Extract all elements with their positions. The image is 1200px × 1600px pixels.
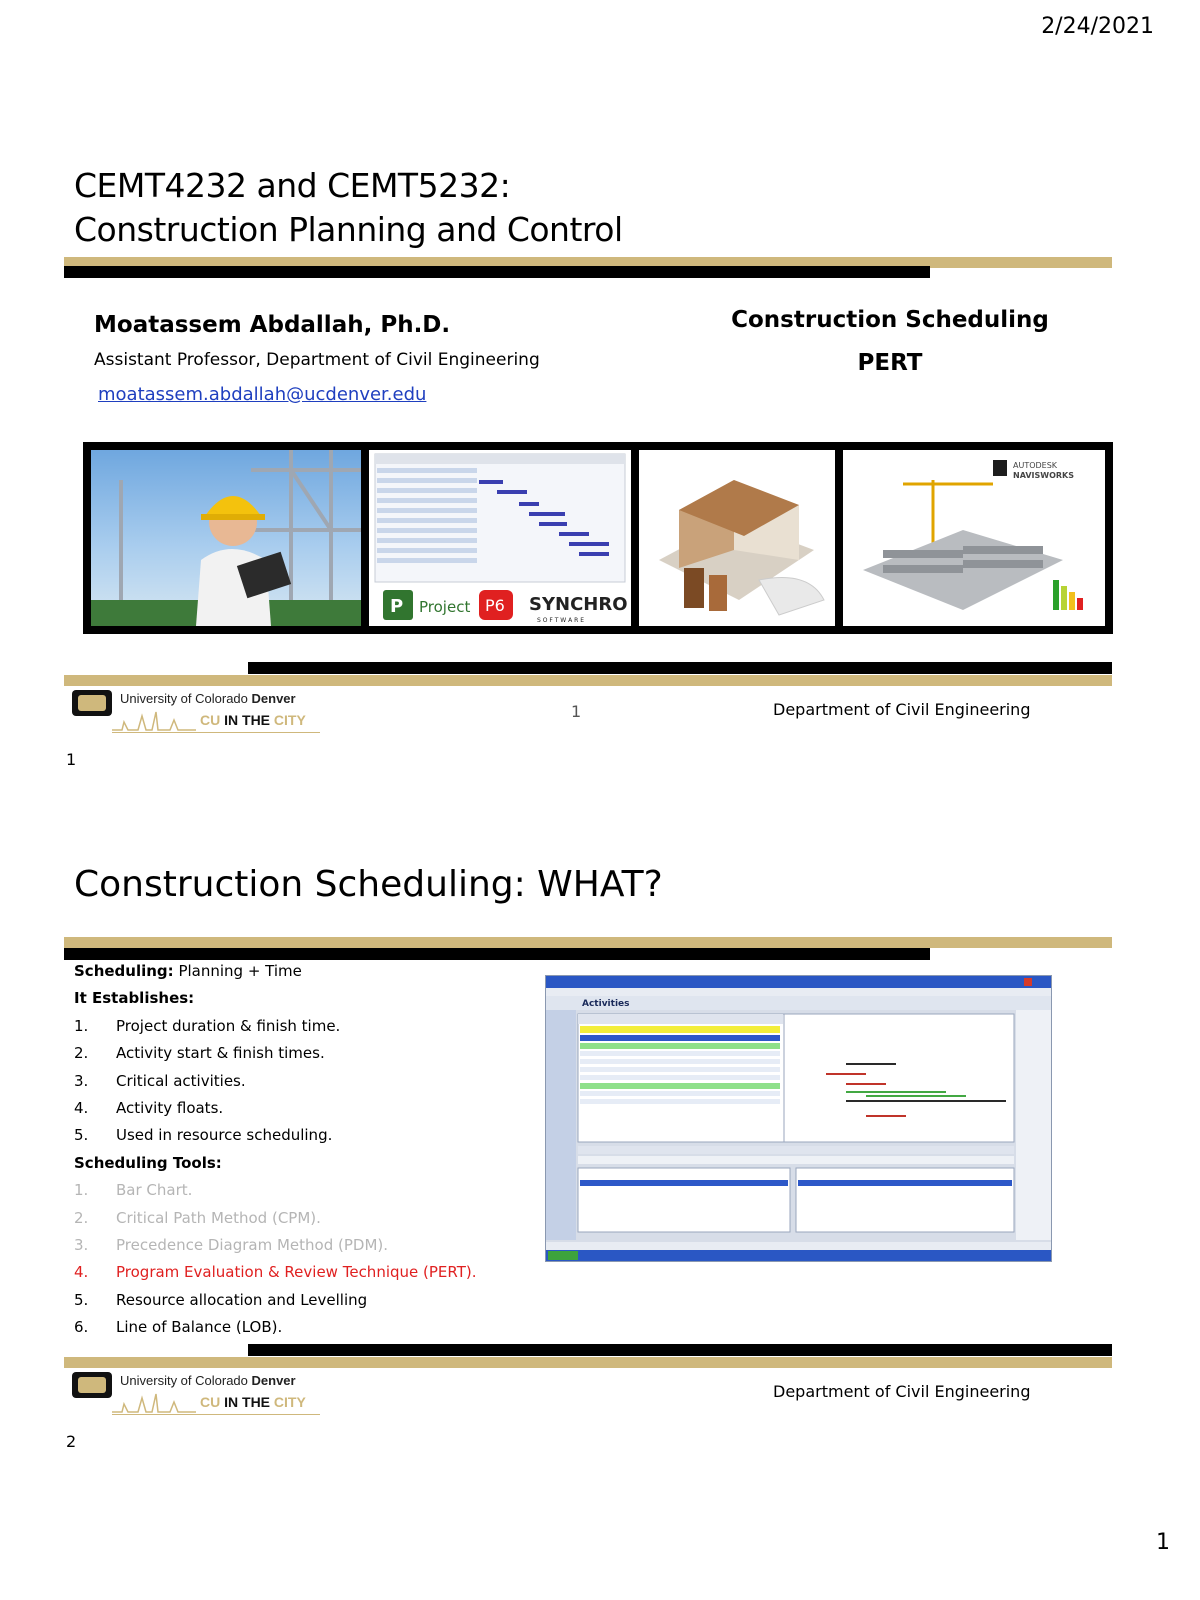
logo-synchro-sub: S O F T W A R E <box>537 617 584 624</box>
slide2-label: 2 <box>66 1432 77 1451</box>
skyline-icon-2 <box>112 1392 196 1414</box>
establishes-item-text: Critical activities. <box>116 1071 246 1090</box>
tool-item-number: 2. <box>74 1208 89 1227</box>
author-role: Assistant Professor, Department of Civil Engineering <box>94 350 540 370</box>
logo-university: University of Colorado <box>120 691 248 706</box>
scheduling-definition: Scheduling: Planning + Time <box>74 962 302 980</box>
tool-item-text: Resource allocation and Levelling <box>116 1290 368 1309</box>
slide1-label: 1 <box>66 750 77 769</box>
logo-project-text: Project <box>419 598 471 616</box>
tool-item <box>74 1205 544 1232</box>
logo-tag-in-the: IN THE <box>224 712 271 728</box>
cu-denver-logo-2 <box>72 1370 332 1422</box>
svg-text:P: P <box>390 596 404 617</box>
tool-item-number: 1. <box>74 1181 89 1200</box>
tool-item-number: 3. <box>74 1235 89 1254</box>
tool-item-text: Line of Balance (LOB). <box>116 1318 283 1337</box>
establishes-item-text: Activity floats. <box>116 1098 224 1117</box>
establishes-item <box>74 1040 544 1067</box>
slide1-title-line2: Construction Planning and Control <box>74 210 623 249</box>
slide2-rule-gold <box>64 937 1112 948</box>
page-date: 2/24/2021 <box>1041 14 1154 39</box>
worker-photo <box>91 450 361 626</box>
logo2-university-bold: Denver <box>251 1373 296 1388</box>
logo-autodesk-text: AUTODESK <box>1013 461 1058 470</box>
logo2-tag-cu: CU <box>200 1394 221 1410</box>
establishes-item <box>74 1095 544 1122</box>
navisworks-building-image <box>843 450 1105 626</box>
slide1-title <box>74 164 623 252</box>
footer1-rule-gold <box>64 675 1112 686</box>
tool-item <box>74 1287 544 1314</box>
establishes-item-number: 4. <box>74 1098 89 1117</box>
establishes-item-number: 2. <box>74 1044 89 1063</box>
page-number: 1 <box>1156 1530 1170 1555</box>
screenshot-title: Activities <box>582 999 630 1009</box>
establishes-item-text: Activity start & finish times. <box>116 1044 325 1063</box>
establishes-item-number: 5. <box>74 1126 89 1145</box>
image-strip <box>83 442 1113 634</box>
tool-item-text: Bar Chart. <box>116 1181 193 1200</box>
author-name: Moatassem Abdallah, Ph.D. <box>94 312 451 338</box>
slide1-title-line1: CEMT4232 and CEMT5232: <box>74 166 511 205</box>
tool-item-number: 5. <box>74 1290 89 1309</box>
tool-item <box>74 1232 544 1259</box>
logo-tag-city: CITY <box>273 712 306 728</box>
cu-mark-icon-2 <box>72 1372 112 1398</box>
slide1-center-number: 1 <box>571 702 582 721</box>
establishes-item-text: Used in resource scheduling. <box>116 1126 333 1145</box>
footer2-rule-black <box>248 1344 1112 1356</box>
establishes-heading: It Establishes: <box>74 989 195 1008</box>
logo-synchro-text: SYNCHRO <box>529 594 628 615</box>
skyline-icon <box>112 710 196 732</box>
slide2-title: Construction Scheduling: WHAT? <box>74 864 663 905</box>
house-model-image <box>639 450 835 626</box>
footer1-rule-black <box>248 662 1112 674</box>
tool-item-number: 4. <box>74 1263 89 1282</box>
cu-denver-logo <box>72 688 332 740</box>
establishes-item <box>74 1068 544 1095</box>
author-email-link[interactable]: moatassem.abdallah@ucdenver.edu <box>98 384 427 405</box>
logo-navisworks-text: NAVISWORKS <box>1013 471 1075 480</box>
p6-screenshot <box>545 975 1052 1262</box>
establishes-item-text: Project duration & finish time. <box>116 1016 341 1035</box>
cu-mark-icon <box>72 690 112 716</box>
footer1-department: Department of Civil Engineering <box>773 700 1031 719</box>
logo-university-bold: Denver <box>251 691 296 706</box>
logo-p6-text: P6 <box>485 596 505 615</box>
logo2-tag-in-the: IN THE <box>224 1394 271 1410</box>
logo2-university: University of Colorado <box>120 1373 248 1388</box>
tool-item <box>74 1177 544 1204</box>
tools-heading: Scheduling Tools: <box>74 1153 222 1172</box>
tool-item <box>74 1314 544 1341</box>
footer2-rule-gold <box>64 1357 1112 1368</box>
topic-line2: PERT <box>857 350 923 376</box>
establishes-item-number: 3. <box>74 1071 89 1090</box>
tool-item-text: Critical Path Method (CPM). <box>116 1208 321 1227</box>
slide2-content <box>74 958 544 1341</box>
footer2-department: Department of Civil Engineering <box>773 1382 1031 1401</box>
establishes-item <box>74 1122 544 1149</box>
tool-item-text: Precedence Diagram Method (PDM). <box>116 1235 389 1254</box>
logo-tag-cu: CU <box>200 712 221 728</box>
gantt-software-image <box>369 450 631 626</box>
logo2-tag-city: CITY <box>273 1394 306 1410</box>
tool-item <box>74 1259 544 1286</box>
topic-line1: Construction Scheduling <box>731 307 1049 333</box>
tool-item-number: 6. <box>74 1318 89 1337</box>
tool-item-text: Program Evaluation & Review Technique (PERT). <box>116 1263 477 1282</box>
establishes-item <box>74 1013 544 1040</box>
title-rule-black <box>64 266 930 278</box>
establishes-item-number: 1. <box>74 1016 89 1035</box>
